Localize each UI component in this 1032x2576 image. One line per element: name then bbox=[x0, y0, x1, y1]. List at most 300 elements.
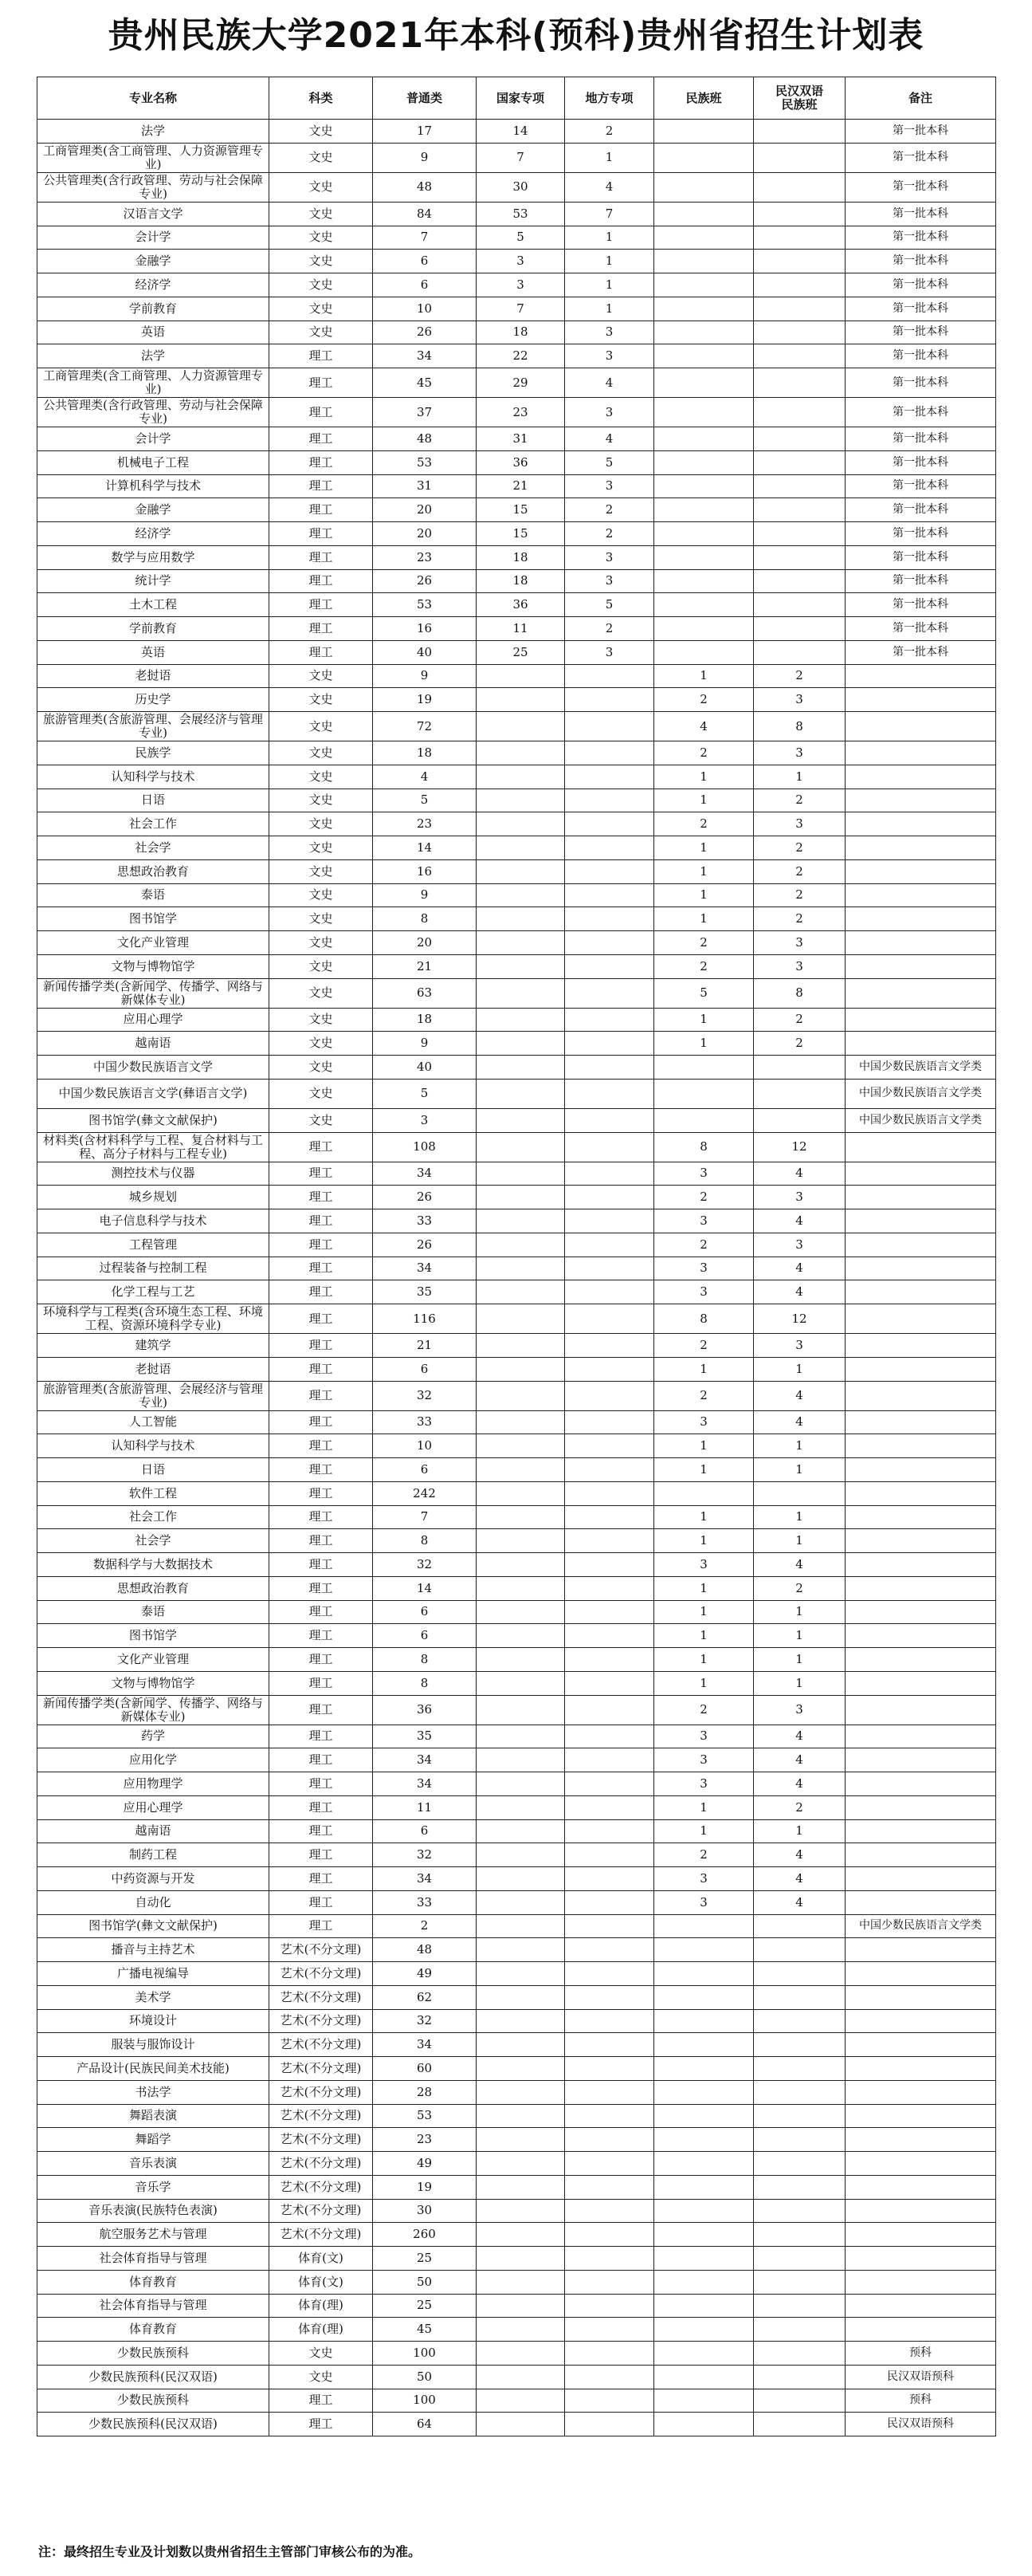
table-row bbox=[37, 617, 996, 641]
cell-bilingual-class: 1 bbox=[754, 1458, 846, 1482]
cell-local-special bbox=[565, 2128, 654, 2152]
cell-general: 48 bbox=[373, 1938, 477, 1962]
table-row bbox=[37, 2294, 996, 2318]
cell-major: 广播电视编导 bbox=[37, 1962, 269, 1986]
cell-general: 6 bbox=[373, 273, 477, 297]
cell-general: 5 bbox=[373, 1079, 477, 1108]
cell-category: 体育(理) bbox=[269, 2294, 373, 2318]
cell-local-special bbox=[565, 1108, 654, 1132]
cell-remark bbox=[846, 2080, 996, 2104]
cell-national-special bbox=[477, 1334, 565, 1358]
cell-major: 工商管理类(含工商管理、人力资源管理专业) bbox=[37, 143, 269, 172]
cell-national-special bbox=[477, 1843, 565, 1867]
table-row bbox=[37, 498, 996, 522]
cell-remark bbox=[846, 1843, 996, 1867]
cell-local-special bbox=[565, 1890, 654, 1914]
cell-major: 文化产业管理 bbox=[37, 1648, 269, 1672]
cell-national-special bbox=[477, 836, 565, 860]
cell-major: 航空服务艺术与管理 bbox=[37, 2223, 269, 2247]
cell-category: 文史 bbox=[269, 1079, 373, 1108]
cell-remark: 第一批本科 bbox=[846, 273, 996, 297]
cell-bilingual-class bbox=[754, 617, 846, 641]
cell-general: 26 bbox=[373, 1186, 477, 1209]
cell-bilingual-class bbox=[754, 2009, 846, 2033]
cell-bilingual-class: 2 bbox=[754, 1795, 846, 1819]
cell-general: 16 bbox=[373, 859, 477, 883]
cell-general: 26 bbox=[373, 321, 477, 344]
cell-remark bbox=[846, 688, 996, 712]
cell-remark bbox=[846, 907, 996, 931]
cell-ethnic-class bbox=[654, 2294, 754, 2318]
cell-local-special bbox=[565, 1529, 654, 1553]
cell-local-special bbox=[565, 2104, 654, 2128]
cell-category: 理工 bbox=[269, 1748, 373, 1772]
cell-bilingual-class bbox=[754, 2342, 846, 2366]
cell-remark: 第一批本科 bbox=[846, 640, 996, 664]
cell-category: 理工 bbox=[269, 1357, 373, 1381]
cell-ethnic-class bbox=[654, 1914, 754, 1938]
cell-national-special bbox=[477, 1079, 565, 1108]
table-row bbox=[37, 368, 996, 398]
cell-general: 62 bbox=[373, 1985, 477, 2009]
col-header-major: 专业名称 bbox=[37, 77, 269, 120]
table-row bbox=[37, 1962, 996, 1986]
cell-remark bbox=[846, 2318, 996, 2342]
cell-local-special bbox=[565, 1648, 654, 1672]
cell-category: 理工 bbox=[269, 593, 373, 617]
cell-remark bbox=[846, 1985, 996, 2009]
cell-ethnic-class: 1 bbox=[654, 1529, 754, 1553]
cell-general: 26 bbox=[373, 569, 477, 593]
cell-bilingual-class bbox=[754, 2128, 846, 2152]
cell-ethnic-class bbox=[654, 1108, 754, 1132]
cell-remark bbox=[846, 1624, 996, 1648]
cell-ethnic-class bbox=[654, 226, 754, 250]
cell-bilingual-class: 1 bbox=[754, 1529, 846, 1553]
cell-bilingual-class: 12 bbox=[754, 1304, 846, 1334]
cell-major: 材料类(含材料科学与工程、复合材料与工程、高分子材料与工程专业) bbox=[37, 1132, 269, 1162]
cell-local-special: 4 bbox=[565, 172, 654, 202]
table-row bbox=[37, 1481, 996, 1505]
cell-national-special bbox=[477, 1186, 565, 1209]
cell-national-special bbox=[477, 2033, 565, 2057]
cell-bilingual-class: 4 bbox=[754, 1410, 846, 1434]
cell-bilingual-class: 3 bbox=[754, 1233, 846, 1257]
cell-remark bbox=[846, 883, 996, 907]
cell-ethnic-class bbox=[654, 427, 754, 451]
table-row bbox=[37, 1410, 996, 1434]
cell-national-special bbox=[477, 789, 565, 812]
cell-remark: 第一批本科 bbox=[846, 427, 996, 451]
table-row bbox=[37, 2318, 996, 2342]
cell-remark: 中国少数民族语言文学类 bbox=[846, 1079, 996, 1108]
cell-bilingual-class bbox=[754, 640, 846, 664]
cell-remark bbox=[846, 2104, 996, 2128]
cell-general: 34 bbox=[373, 1257, 477, 1280]
cell-ethnic-class bbox=[654, 1938, 754, 1962]
cell-general: 9 bbox=[373, 143, 477, 172]
table-row bbox=[37, 143, 996, 172]
cell-ethnic-class bbox=[654, 1056, 754, 1080]
cell-bilingual-class: 2 bbox=[754, 789, 846, 812]
table-row bbox=[37, 1381, 996, 1410]
table-row bbox=[37, 273, 996, 297]
cell-ethnic-class bbox=[654, 1079, 754, 1108]
cell-ethnic-class bbox=[654, 2389, 754, 2413]
cell-bilingual-class: 4 bbox=[754, 1772, 846, 1796]
cell-general: 5 bbox=[373, 789, 477, 812]
cell-major: 旅游管理类(含旅游管理、会展经济与管理专业) bbox=[37, 712, 269, 741]
cell-ethnic-class: 3 bbox=[654, 1553, 754, 1577]
cell-bilingual-class: 1 bbox=[754, 1624, 846, 1648]
cell-national-special bbox=[477, 1032, 565, 1056]
cell-remark bbox=[846, 1529, 996, 1553]
cell-local-special: 3 bbox=[565, 344, 654, 368]
cell-local-special bbox=[565, 1162, 654, 1186]
cell-remark bbox=[846, 664, 996, 688]
cell-bilingual-class: 3 bbox=[754, 931, 846, 955]
cell-local-special bbox=[565, 859, 654, 883]
cell-category: 文史 bbox=[269, 712, 373, 741]
table-row bbox=[37, 398, 996, 427]
cell-ethnic-class bbox=[654, 2247, 754, 2271]
cell-local-special bbox=[565, 2413, 654, 2436]
cell-remark bbox=[846, 1648, 996, 1672]
cell-category: 理工 bbox=[269, 1695, 373, 1725]
cell-national-special bbox=[477, 1914, 565, 1938]
cell-local-special bbox=[565, 1257, 654, 1280]
table-row bbox=[37, 1334, 996, 1358]
cell-bilingual-class: 4 bbox=[754, 1748, 846, 1772]
cell-ethnic-class bbox=[654, 143, 754, 172]
cell-national-special bbox=[477, 1890, 565, 1914]
cell-bilingual-class bbox=[754, 2104, 846, 2128]
cell-local-special bbox=[565, 883, 654, 907]
cell-major: 民族学 bbox=[37, 741, 269, 765]
cell-national-special bbox=[477, 812, 565, 836]
cell-national-special bbox=[477, 1257, 565, 1280]
cell-bilingual-class: 2 bbox=[754, 883, 846, 907]
cell-category: 理工 bbox=[269, 1458, 373, 1482]
cell-category: 理工 bbox=[269, 1890, 373, 1914]
cell-bilingual-class: 3 bbox=[754, 688, 846, 712]
cell-major: 服装与服饰设计 bbox=[37, 2033, 269, 2057]
cell-bilingual-class bbox=[754, 1056, 846, 1080]
cell-category: 艺术(不分文理) bbox=[269, 2152, 373, 2176]
cell-general: 108 bbox=[373, 1132, 477, 1162]
cell-ethnic-class bbox=[654, 2104, 754, 2128]
cell-ethnic-class bbox=[654, 617, 754, 641]
cell-general: 20 bbox=[373, 931, 477, 955]
cell-major: 会计学 bbox=[37, 226, 269, 250]
cell-major: 体育教育 bbox=[37, 2270, 269, 2294]
cell-local-special bbox=[565, 1867, 654, 1891]
cell-local-special bbox=[565, 1186, 654, 1209]
cell-category: 文史 bbox=[269, 883, 373, 907]
cell-major: 老挝语 bbox=[37, 1357, 269, 1381]
cell-major: 思想政治教育 bbox=[37, 1576, 269, 1600]
cell-bilingual-class: 3 bbox=[754, 812, 846, 836]
cell-general: 21 bbox=[373, 1334, 477, 1358]
cell-remark bbox=[846, 1357, 996, 1381]
cell-national-special: 18 bbox=[477, 545, 565, 569]
cell-local-special: 2 bbox=[565, 120, 654, 144]
cell-general: 34 bbox=[373, 1867, 477, 1891]
cell-ethnic-class bbox=[654, 120, 754, 144]
cell-general: 36 bbox=[373, 1695, 477, 1725]
table-row bbox=[37, 450, 996, 474]
cell-category: 体育(理) bbox=[269, 2318, 373, 2342]
cell-ethnic-class: 1 bbox=[654, 1648, 754, 1672]
cell-remark bbox=[846, 2033, 996, 2057]
cell-national-special bbox=[477, 2247, 565, 2271]
cell-bilingual-class: 1 bbox=[754, 1648, 846, 1672]
table-row bbox=[37, 2080, 996, 2104]
cell-general: 6 bbox=[373, 1624, 477, 1648]
table-row bbox=[37, 1553, 996, 1577]
cell-major: 少数民族预科 bbox=[37, 2342, 269, 2366]
cell-remark: 第一批本科 bbox=[846, 569, 996, 593]
cell-national-special bbox=[477, 1209, 565, 1233]
cell-general: 33 bbox=[373, 1410, 477, 1434]
cell-general: 20 bbox=[373, 522, 477, 546]
cell-category: 理工 bbox=[269, 1795, 373, 1819]
cell-bilingual-class bbox=[754, 2294, 846, 2318]
cell-category: 理工 bbox=[269, 1553, 373, 1577]
cell-bilingual-class bbox=[754, 297, 846, 321]
cell-remark: 第一批本科 bbox=[846, 474, 996, 498]
cell-category: 艺术(不分文理) bbox=[269, 2080, 373, 2104]
cell-major: 泰语 bbox=[37, 883, 269, 907]
cell-local-special bbox=[565, 1748, 654, 1772]
cell-general: 7 bbox=[373, 226, 477, 250]
cell-general: 2 bbox=[373, 1914, 477, 1938]
cell-major: 认知科学与技术 bbox=[37, 1434, 269, 1458]
cell-local-special bbox=[565, 1280, 654, 1304]
cell-local-special bbox=[565, 2175, 654, 2199]
cell-category: 文史 bbox=[269, 765, 373, 789]
cell-category: 理工 bbox=[269, 1648, 373, 1672]
cell-local-special bbox=[565, 907, 654, 931]
cell-category: 理工 bbox=[269, 1725, 373, 1748]
table-row bbox=[37, 427, 996, 451]
cell-ethnic-class: 8 bbox=[654, 1304, 754, 1334]
cell-category: 理工 bbox=[269, 1481, 373, 1505]
cell-general: 19 bbox=[373, 2175, 477, 2199]
table-row bbox=[37, 321, 996, 344]
cell-general: 6 bbox=[373, 250, 477, 273]
cell-local-special bbox=[565, 789, 654, 812]
table-row bbox=[37, 789, 996, 812]
cell-major: 图书馆学 bbox=[37, 907, 269, 931]
cell-remark bbox=[846, 2057, 996, 2081]
cell-category: 艺术(不分文理) bbox=[269, 1962, 373, 1986]
cell-remark: 第一批本科 bbox=[846, 172, 996, 202]
cell-category: 艺术(不分文理) bbox=[269, 1985, 373, 2009]
cell-major: 日语 bbox=[37, 1458, 269, 1482]
cell-national-special bbox=[477, 1867, 565, 1891]
cell-major: 旅游管理类(含旅游管理、会展经济与管理专业) bbox=[37, 1381, 269, 1410]
cell-major: 学前教育 bbox=[37, 297, 269, 321]
cell-remark bbox=[846, 1481, 996, 1505]
cell-remark bbox=[846, 954, 996, 978]
cell-national-special: 15 bbox=[477, 522, 565, 546]
cell-ethnic-class bbox=[654, 2033, 754, 2057]
table-row bbox=[37, 172, 996, 202]
table-row bbox=[37, 765, 996, 789]
cell-bilingual-class: 12 bbox=[754, 1132, 846, 1162]
cell-remark bbox=[846, 1671, 996, 1695]
table-row bbox=[37, 522, 996, 546]
cell-bilingual-class: 4 bbox=[754, 1381, 846, 1410]
cell-remark bbox=[846, 2294, 996, 2318]
cell-ethnic-class bbox=[654, 250, 754, 273]
cell-ethnic-class: 1 bbox=[654, 1357, 754, 1381]
cell-local-special bbox=[565, 1819, 654, 1843]
table-row bbox=[37, 2270, 996, 2294]
cell-general: 20 bbox=[373, 498, 477, 522]
cell-category: 艺术(不分文理) bbox=[269, 2104, 373, 2128]
cell-national-special: 53 bbox=[477, 202, 565, 226]
cell-general: 50 bbox=[373, 2365, 477, 2389]
cell-major: 文物与博物馆学 bbox=[37, 1671, 269, 1695]
cell-category: 理工 bbox=[269, 1819, 373, 1843]
cell-bilingual-class: 4 bbox=[754, 1257, 846, 1280]
cell-bilingual-class: 4 bbox=[754, 1843, 846, 1867]
cell-bilingual-class bbox=[754, 1985, 846, 2009]
table-row bbox=[37, 1938, 996, 1962]
cell-remark bbox=[846, 2199, 996, 2223]
cell-ethnic-class: 2 bbox=[654, 931, 754, 955]
table-row bbox=[37, 1748, 996, 1772]
cell-national-special bbox=[477, 2365, 565, 2389]
table-row bbox=[37, 344, 996, 368]
table-row bbox=[37, 2057, 996, 2081]
cell-local-special bbox=[565, 2342, 654, 2366]
cell-local-special: 1 bbox=[565, 143, 654, 172]
cell-local-special bbox=[565, 1576, 654, 1600]
cell-national-special bbox=[477, 1553, 565, 1577]
cell-local-special: 7 bbox=[565, 202, 654, 226]
cell-local-special bbox=[565, 2294, 654, 2318]
cell-local-special bbox=[565, 2389, 654, 2413]
cell-general: 72 bbox=[373, 712, 477, 741]
cell-bilingual-class bbox=[754, 2413, 846, 2436]
cell-major: 数据科学与大数据技术 bbox=[37, 1553, 269, 1577]
cell-major: 应用化学 bbox=[37, 1748, 269, 1772]
cell-national-special: 3 bbox=[477, 273, 565, 297]
table-row bbox=[37, 1985, 996, 2009]
cell-local-special bbox=[565, 1434, 654, 1458]
col-header-ethnic-class: 民族班 bbox=[654, 77, 754, 120]
cell-major: 城乡规划 bbox=[37, 1186, 269, 1209]
cell-category: 理工 bbox=[269, 398, 373, 427]
cell-national-special bbox=[477, 712, 565, 741]
cell-national-special bbox=[477, 1671, 565, 1695]
table-row bbox=[37, 202, 996, 226]
cell-ethnic-class: 2 bbox=[654, 1186, 754, 1209]
cell-remark: 第一批本科 bbox=[846, 398, 996, 427]
cell-ethnic-class: 8 bbox=[654, 1132, 754, 1162]
cell-major: 英语 bbox=[37, 321, 269, 344]
cell-ethnic-class bbox=[654, 1962, 754, 1986]
table-row bbox=[37, 1576, 996, 1600]
table-row bbox=[37, 907, 996, 931]
cell-remark bbox=[846, 1334, 996, 1358]
cell-general: 23 bbox=[373, 812, 477, 836]
cell-remark: 第一批本科 bbox=[846, 321, 996, 344]
cell-remark: 第一批本科 bbox=[846, 344, 996, 368]
cell-national-special bbox=[477, 1381, 565, 1410]
cell-remark bbox=[846, 1186, 996, 1209]
table-row bbox=[37, 1819, 996, 1843]
enrollment-plan-table bbox=[37, 77, 995, 2436]
cell-general: 64 bbox=[373, 2413, 477, 2436]
cell-local-special: 5 bbox=[565, 593, 654, 617]
cell-national-special bbox=[477, 1108, 565, 1132]
cell-local-special bbox=[565, 2009, 654, 2033]
cell-bilingual-class: 1 bbox=[754, 1600, 846, 1624]
cell-bilingual-class bbox=[754, 450, 846, 474]
cell-ethnic-class: 1 bbox=[654, 664, 754, 688]
cell-national-special bbox=[477, 1772, 565, 1796]
cell-category: 理工 bbox=[269, 1843, 373, 1867]
cell-national-special bbox=[477, 2057, 565, 2081]
cell-bilingual-class: 3 bbox=[754, 1695, 846, 1725]
cell-ethnic-class: 2 bbox=[654, 812, 754, 836]
cell-category: 理工 bbox=[269, 522, 373, 546]
cell-ethnic-class: 1 bbox=[654, 1795, 754, 1819]
table-row bbox=[37, 1434, 996, 1458]
cell-general: 48 bbox=[373, 172, 477, 202]
cell-bilingual-class bbox=[754, 321, 846, 344]
cell-ethnic-class bbox=[654, 273, 754, 297]
cell-general: 6 bbox=[373, 1600, 477, 1624]
cell-general: 26 bbox=[373, 1233, 477, 1257]
cell-local-special: 4 bbox=[565, 427, 654, 451]
table-row bbox=[37, 1648, 996, 1672]
cell-ethnic-class: 4 bbox=[654, 712, 754, 741]
cell-bilingual-class: 3 bbox=[754, 741, 846, 765]
cell-major: 音乐表演(民族特色表演) bbox=[37, 2199, 269, 2223]
cell-bilingual-class: 1 bbox=[754, 1671, 846, 1695]
cell-bilingual-class bbox=[754, 1914, 846, 1938]
cell-bilingual-class bbox=[754, 2270, 846, 2294]
cell-category: 艺术(不分文理) bbox=[269, 2128, 373, 2152]
cell-general: 8 bbox=[373, 1671, 477, 1695]
cell-national-special bbox=[477, 1056, 565, 1080]
cell-category: 文史 bbox=[269, 1056, 373, 1080]
cell-ethnic-class: 1 bbox=[654, 1600, 754, 1624]
table-row bbox=[37, 1795, 996, 1819]
cell-local-special bbox=[565, 1843, 654, 1867]
cell-national-special bbox=[477, 1357, 565, 1381]
cell-category: 理工 bbox=[269, 368, 373, 398]
cell-bilingual-class bbox=[754, 143, 846, 172]
cell-general: 53 bbox=[373, 2104, 477, 2128]
cell-general: 35 bbox=[373, 1280, 477, 1304]
table-row bbox=[37, 1257, 996, 1280]
cell-national-special bbox=[477, 2294, 565, 2318]
cell-national-special bbox=[477, 1162, 565, 1186]
cell-ethnic-class bbox=[654, 2318, 754, 2342]
cell-general: 21 bbox=[373, 954, 477, 978]
cell-national-special: 31 bbox=[477, 427, 565, 451]
cell-category: 理工 bbox=[269, 640, 373, 664]
cell-ethnic-class bbox=[654, 368, 754, 398]
table-row bbox=[37, 2223, 996, 2247]
cell-general: 32 bbox=[373, 2009, 477, 2033]
